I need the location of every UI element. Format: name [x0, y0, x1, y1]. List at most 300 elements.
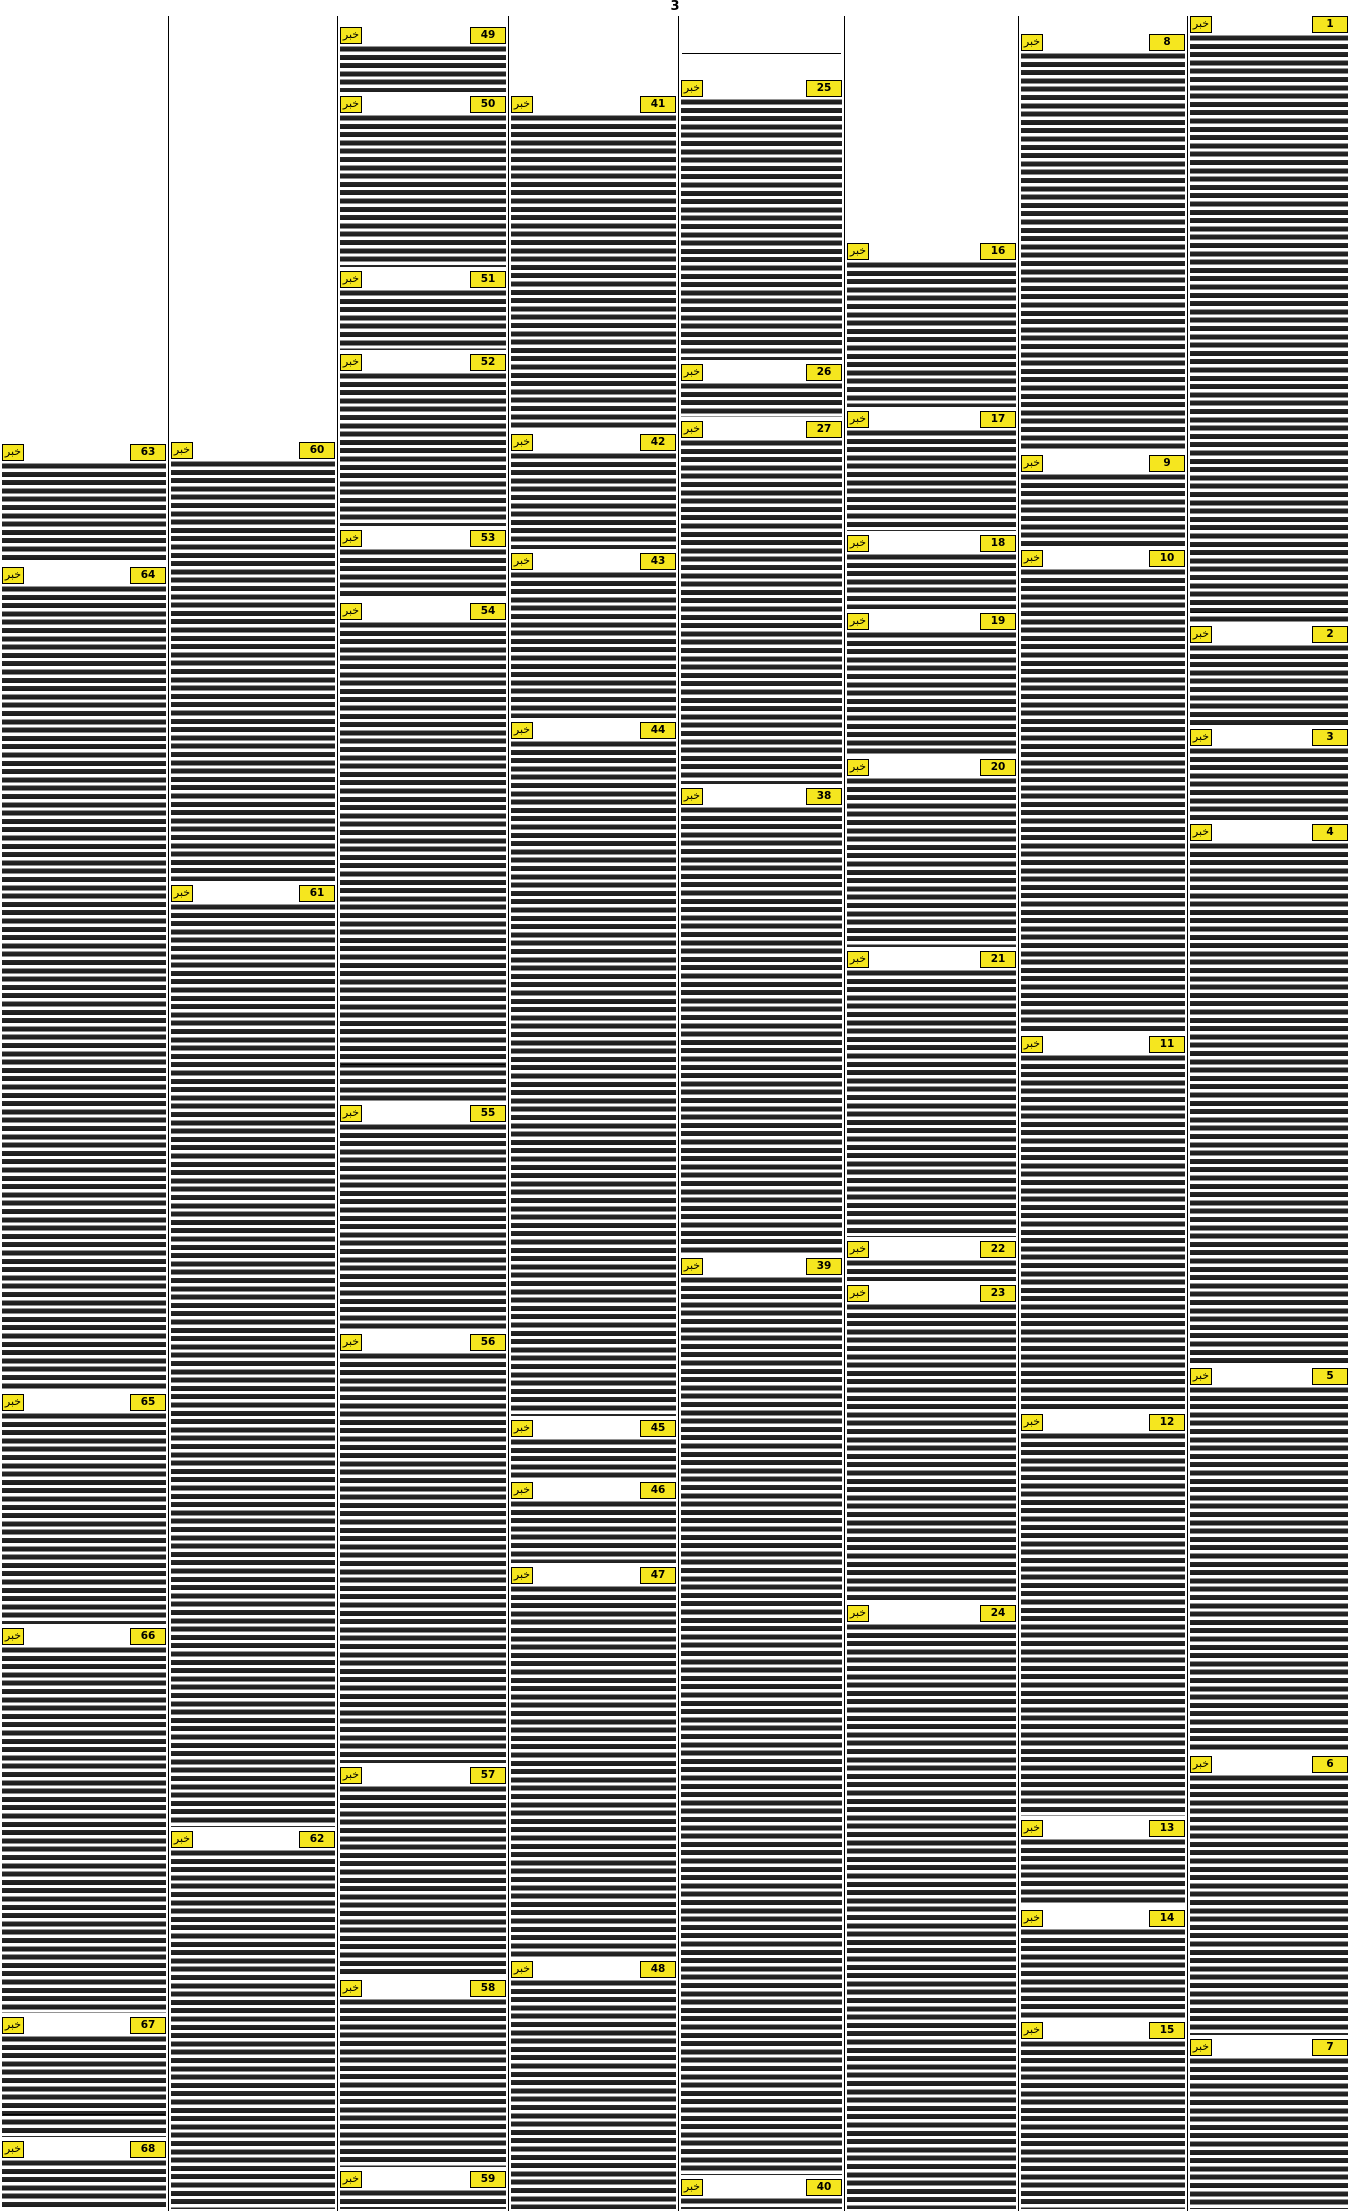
news-item: [679, 78, 844, 362]
news-item-header: [340, 1980, 506, 1997]
news-item: [845, 1603, 1018, 2211]
news-item: [0, 1392, 168, 1626]
news-number-badge: 60: [299, 442, 335, 459]
news-item-header: [847, 535, 1016, 552]
news-number-badge: 46: [640, 1482, 676, 1499]
column-separator: [844, 16, 845, 2211]
column-separator: [168, 16, 169, 2211]
news-item-header: [1190, 16, 1348, 33]
news-item-header: [681, 364, 842, 381]
news-number-badge: 24: [980, 1605, 1016, 1622]
news-item-header: [2, 567, 166, 584]
news-marker-badge: خبر: [1190, 1368, 1212, 1385]
news-text-block: [511, 740, 676, 1416]
news-item: [0, 1626, 168, 2015]
news-marker-badge: خبر: [847, 243, 869, 260]
news-item: [845, 241, 1018, 409]
news-marker-badge: خبر: [847, 759, 869, 776]
news-marker-badge: خبر: [340, 1767, 362, 1784]
news-item-header: [511, 1420, 676, 1437]
news-text-block: [2, 462, 166, 563]
news-item-header: [340, 354, 506, 371]
news-item: [1019, 548, 1187, 1034]
news-number-badge: 1: [1312, 16, 1348, 33]
news-item: [338, 601, 508, 1103]
news-text-block: [1021, 1054, 1185, 1410]
news-number-badge: 47: [640, 1567, 676, 1584]
news-item-header: [340, 603, 506, 620]
news-text-block: [511, 1500, 676, 1563]
news-text-block: [847, 1259, 1016, 1281]
news-text-block: [1190, 34, 1348, 622]
news-marker-badge: خبر: [2, 1628, 24, 1645]
news-item-header: [1021, 1820, 1185, 1837]
news-marker-badge: خبر: [340, 96, 362, 113]
news-item: [338, 352, 508, 528]
section-rule: [682, 53, 841, 54]
news-item-header: [681, 1258, 842, 1275]
news-text-block: [1021, 568, 1185, 1032]
news-item: [338, 25, 508, 94]
news-number-badge: 15: [1149, 2022, 1185, 2039]
news-marker-badge: خبر: [1190, 2039, 1212, 2056]
news-number-badge: 39: [806, 1258, 842, 1275]
news-marker-badge: خبر: [1021, 2022, 1043, 2039]
news-text-block: [511, 1585, 676, 1957]
news-marker-badge: خبر: [1021, 1036, 1043, 1053]
news-number-badge: 20: [980, 759, 1016, 776]
news-item: [1188, 727, 1350, 822]
news-item-header: [340, 2171, 506, 2188]
news-item: [1019, 2020, 1187, 2211]
news-marker-badge: خبر: [681, 364, 703, 381]
news-number-badge: 19: [980, 613, 1016, 630]
news-number-badge: 3: [1312, 729, 1348, 746]
news-text-block: [847, 631, 1016, 755]
news-item: [845, 1283, 1018, 1603]
news-item: [845, 949, 1018, 1239]
news-item: [1188, 1366, 1350, 1754]
news-text-block: [171, 1849, 335, 2209]
news-item-header: [1021, 1036, 1185, 1053]
news-marker-badge: خبر: [1190, 16, 1212, 33]
news-item-header: [340, 1767, 506, 1784]
news-marker-badge: خبر: [340, 1105, 362, 1122]
news-text-block: [847, 429, 1016, 531]
news-item-header: [1190, 2039, 1348, 2056]
news-item: [0, 442, 168, 565]
news-item: [1019, 453, 1187, 548]
news-text-block: [847, 969, 1016, 1237]
news-item-header: [1021, 1414, 1185, 1431]
news-item-header: [511, 722, 676, 739]
news-number-badge: 55: [470, 1105, 506, 1122]
news-text-block: [340, 289, 506, 350]
news-item-header: [1190, 626, 1348, 643]
news-item: [509, 432, 678, 551]
news-item-header: [511, 1961, 676, 1978]
news-number-badge: 23: [980, 1285, 1016, 1302]
news-item: [679, 419, 844, 786]
news-number-badge: 57: [470, 1767, 506, 1784]
column-separator: [508, 16, 509, 2211]
news-item-header: [681, 421, 842, 438]
news-number-badge: 44: [640, 722, 676, 739]
news-item: [509, 551, 678, 720]
news-item: [338, 1978, 508, 2169]
news-item-header: [1190, 824, 1348, 841]
news-item-header: [847, 613, 1016, 630]
news-marker-badge: خبر: [340, 354, 362, 371]
news-item: [1019, 1034, 1187, 1412]
news-text-block: [1190, 842, 1348, 1364]
news-marker-badge: خبر: [2, 2017, 24, 2034]
news-text-block: [1021, 1838, 1185, 1906]
news-item-header: [340, 271, 506, 288]
news-item-header: [1190, 729, 1348, 746]
news-text-block: [171, 460, 335, 881]
column-8: [0, 14, 168, 2211]
news-text-block: [1190, 644, 1348, 725]
news-item: [338, 1103, 508, 1332]
news-marker-badge: خبر: [681, 1258, 703, 1275]
news-marker-badge: خبر: [847, 613, 869, 630]
news-text-block: [847, 777, 1016, 947]
news-item-header: [171, 442, 335, 459]
news-text-block: [340, 2189, 506, 2209]
news-text-block: [511, 1979, 676, 2209]
news-number-badge: 4: [1312, 824, 1348, 841]
news-number-badge: 68: [130, 2141, 166, 2158]
news-item: [845, 1239, 1018, 1283]
news-text-block: [2, 1412, 166, 1624]
news-number-badge: 63: [130, 444, 166, 461]
news-marker-badge: خبر: [2, 444, 24, 461]
news-number-badge: 22: [980, 1241, 1016, 1258]
news-item: [1019, 32, 1187, 453]
news-item-header: [681, 788, 842, 805]
news-number-badge: 5: [1312, 1368, 1348, 1385]
news-number-badge: 13: [1149, 1820, 1185, 1837]
news-number-badge: 58: [470, 1980, 506, 1997]
news-text-block: [1021, 1432, 1185, 1816]
news-text-block: [511, 114, 676, 430]
news-marker-badge: خبر: [340, 2171, 362, 2188]
column-7: [169, 14, 337, 2211]
news-number-badge: 50: [470, 96, 506, 113]
news-text-block: [340, 1998, 506, 2167]
news-item: [679, 1256, 844, 2177]
news-text-block: [847, 1623, 1016, 2209]
news-item-header: [340, 27, 506, 44]
news-text-block: [2, 585, 166, 1390]
news-item-header: [171, 885, 335, 902]
news-marker-badge: خبر: [511, 1420, 533, 1437]
news-text-block: [1021, 52, 1185, 451]
news-marker-badge: خبر: [847, 535, 869, 552]
news-text-block: [340, 45, 506, 92]
news-number-badge: 64: [130, 567, 166, 584]
news-marker-badge: خبر: [2, 1394, 24, 1411]
news-text-block: [511, 571, 676, 718]
news-item: [1019, 1412, 1187, 1818]
news-text-block: [340, 372, 506, 526]
news-number-badge: 12: [1149, 1414, 1185, 1431]
news-marker-badge: خبر: [1021, 550, 1043, 567]
news-item: [0, 565, 168, 1392]
column-1: [1188, 14, 1350, 2211]
news-marker-badge: خبر: [847, 1605, 869, 1622]
news-text-block: [681, 2197, 842, 2209]
news-number-badge: 41: [640, 96, 676, 113]
news-item: [679, 2177, 844, 2211]
news-item-header: [847, 411, 1016, 428]
news-item: [0, 2139, 168, 2211]
news-item-header: [340, 1334, 506, 1351]
news-item-header: [2, 1628, 166, 1645]
news-text-block: [2, 2035, 166, 2137]
news-item-header: [847, 1605, 1016, 1622]
news-marker-badge: خبر: [340, 27, 362, 44]
news-item-header: [681, 2179, 842, 2196]
news-number-badge: 7: [1312, 2039, 1348, 2056]
news-text-block: [340, 621, 506, 1101]
news-marker-badge: خبر: [511, 1567, 533, 1584]
news-item-header: [2, 2017, 166, 2034]
news-text-block: [1190, 1386, 1348, 1752]
news-item: [1188, 2037, 1350, 2211]
news-item-header: [847, 243, 1016, 260]
news-marker-badge: خبر: [2, 2141, 24, 2158]
news-text-block: [681, 806, 842, 1254]
news-marker-badge: خبر: [1021, 1820, 1043, 1837]
news-item: [1188, 822, 1350, 1366]
news-text-block: [847, 261, 1016, 407]
news-number-badge: 38: [806, 788, 842, 805]
news-number-badge: 45: [640, 1420, 676, 1437]
news-item: [169, 1829, 337, 2211]
news-number-badge: 40: [806, 2179, 842, 2196]
news-text-block: [681, 98, 842, 360]
news-item: [845, 533, 1018, 611]
news-item: [1188, 14, 1350, 624]
news-marker-badge: خبر: [171, 442, 193, 459]
news-item: [845, 611, 1018, 757]
news-text-block: [340, 1785, 506, 1976]
news-text-block: [340, 1123, 506, 1330]
news-text-block: [1021, 2040, 1185, 2209]
news-number-badge: 10: [1149, 550, 1185, 567]
news-item-header: [1021, 1910, 1185, 1927]
news-item-header: [1190, 1756, 1348, 1773]
news-marker-badge: خبر: [681, 80, 703, 97]
news-marker-badge: خبر: [681, 421, 703, 438]
news-number-badge: 14: [1149, 1910, 1185, 1927]
news-item: [338, 94, 508, 269]
news-number-badge: 67: [130, 2017, 166, 2034]
column-4: [679, 14, 844, 2211]
news-item: [509, 94, 678, 432]
news-item: [1188, 624, 1350, 727]
page-number: 3: [670, 0, 680, 14]
news-item-header: [171, 1831, 335, 1848]
news-marker-badge: خبر: [1021, 1414, 1043, 1431]
news-item: [679, 362, 844, 419]
news-number-badge: 42: [640, 434, 676, 451]
news-marker-badge: خبر: [511, 96, 533, 113]
news-item-header: [2, 1394, 166, 1411]
news-item-header: [681, 80, 842, 97]
news-item-header: [1021, 34, 1185, 51]
news-item-header: [847, 759, 1016, 776]
news-marker-badge: خبر: [1190, 824, 1212, 841]
news-text-block: [1021, 473, 1185, 546]
news-item: [338, 269, 508, 352]
news-item-header: [340, 96, 506, 113]
news-marker-badge: خبر: [511, 434, 533, 451]
news-item: [1019, 1908, 1187, 2020]
news-number-badge: 65: [130, 1394, 166, 1411]
news-item: [1188, 1754, 1350, 2037]
news-number-badge: 21: [980, 951, 1016, 968]
news-marker-badge: خبر: [171, 1831, 193, 1848]
news-number-badge: 17: [980, 411, 1016, 428]
news-marker-badge: خبر: [681, 788, 703, 805]
news-item: [509, 1959, 678, 2211]
section-rule: [341, 1064, 505, 1065]
section-rule: [1191, 612, 1347, 613]
news-number-badge: 59: [470, 2171, 506, 2188]
news-number-badge: 66: [130, 1628, 166, 1645]
news-item-header: [511, 434, 676, 451]
news-marker-badge: خبر: [1021, 455, 1043, 472]
news-text-block: [1190, 1774, 1348, 2035]
news-text-block: [2, 2159, 166, 2209]
news-number-badge: 52: [470, 354, 506, 371]
news-marker-badge: خبر: [681, 2179, 703, 2196]
news-number-badge: 16: [980, 243, 1016, 260]
news-marker-badge: خبر: [847, 1285, 869, 1302]
news-text-block: [1190, 2057, 1348, 2209]
news-marker-badge: خبر: [340, 1334, 362, 1351]
news-item: [169, 440, 337, 883]
news-number-badge: 49: [470, 27, 506, 44]
news-marker-badge: خبر: [1190, 729, 1212, 746]
news-text-block: [340, 548, 506, 599]
news-number-badge: 25: [806, 80, 842, 97]
news-marker-badge: خبر: [1190, 1756, 1212, 1773]
news-item-header: [1021, 2022, 1185, 2039]
news-marker-badge: خبر: [1190, 626, 1212, 643]
news-marker-badge: خبر: [847, 951, 869, 968]
news-marker-badge: خبر: [511, 722, 533, 739]
news-number-badge: 51: [470, 271, 506, 288]
column-3: [845, 14, 1018, 2211]
news-item-header: [511, 553, 676, 570]
news-text-block: [171, 903, 335, 1827]
news-text-block: [681, 439, 842, 784]
news-number-badge: 6: [1312, 1756, 1348, 1773]
news-number-badge: 18: [980, 535, 1016, 552]
section-rule: [3, 2114, 165, 2115]
news-text-block: [340, 1352, 506, 1763]
news-text-block: [847, 553, 1016, 609]
news-text-block: [340, 114, 506, 267]
news-item: [0, 2015, 168, 2139]
news-number-badge: 48: [640, 1961, 676, 1978]
column-2: [1019, 14, 1187, 2211]
news-item-header: [847, 1241, 1016, 1258]
news-item-header: [340, 530, 506, 547]
news-marker-badge: خبر: [2, 567, 24, 584]
news-marker-badge: خبر: [340, 1980, 362, 1997]
column-separator: [1018, 16, 1019, 2211]
column-separator: [1187, 16, 1188, 2211]
news-text-block: [511, 1438, 676, 1478]
news-number-badge: 27: [806, 421, 842, 438]
news-item-header: [1021, 550, 1185, 567]
news-number-badge: 26: [806, 364, 842, 381]
news-item: [845, 409, 1018, 533]
news-item: [169, 883, 337, 1829]
news-marker-badge: خبر: [847, 1241, 869, 1258]
news-number-badge: 56: [470, 1334, 506, 1351]
news-marker-badge: خبر: [1021, 34, 1043, 51]
news-item: [338, 528, 508, 601]
news-item-header: [340, 1105, 506, 1122]
news-number-badge: 11: [1149, 1036, 1185, 1053]
news-marker-badge: خبر: [340, 530, 362, 547]
news-item-header: [1021, 455, 1185, 472]
news-text-block: [1021, 1928, 1185, 2018]
column-separator: [337, 16, 338, 2211]
news-text-block: [1190, 747, 1348, 820]
news-marker-badge: خبر: [511, 1961, 533, 1978]
news-item-header: [511, 1567, 676, 1584]
news-marker-badge: خبر: [171, 885, 193, 902]
news-item: [679, 786, 844, 1256]
news-item-header: [511, 1482, 676, 1499]
news-item-header: [2, 444, 166, 461]
news-number-badge: 61: [299, 885, 335, 902]
news-item: [509, 720, 678, 1418]
news-marker-badge: خبر: [847, 411, 869, 428]
news-item-header: [847, 1285, 1016, 1302]
news-number-badge: 2: [1312, 626, 1348, 643]
news-text-block: [847, 1303, 1016, 1601]
news-item: [338, 1765, 508, 1978]
news-item: [338, 1332, 508, 1765]
news-item: [845, 757, 1018, 949]
news-number-badge: 53: [470, 530, 506, 547]
news-number-badge: 8: [1149, 34, 1185, 51]
news-number-badge: 43: [640, 553, 676, 570]
news-item: [1019, 1818, 1187, 1908]
column-separator: [678, 16, 679, 2211]
news-item-header: [847, 951, 1016, 968]
news-text-block: [2, 1646, 166, 2013]
news-number-badge: 62: [299, 1831, 335, 1848]
column-6: [338, 14, 508, 2211]
news-item: [338, 2169, 508, 2211]
news-marker-badge: خبر: [340, 271, 362, 288]
news-item: [509, 1565, 678, 1959]
news-item: [509, 1418, 678, 1480]
column-5: [509, 14, 678, 2211]
news-text-block: [681, 382, 842, 417]
news-marker-badge: خبر: [340, 603, 362, 620]
news-number-badge: 54: [470, 603, 506, 620]
